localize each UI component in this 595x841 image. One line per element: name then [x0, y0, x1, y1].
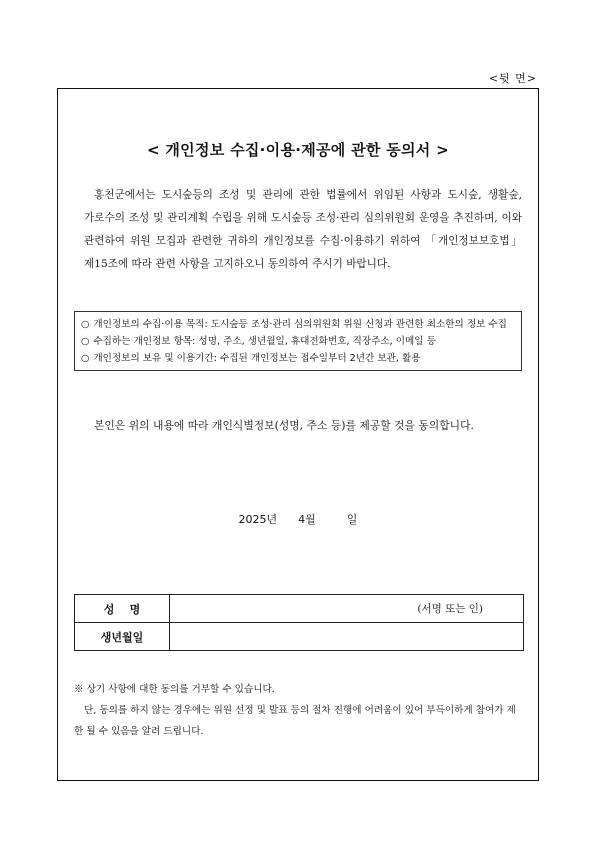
notice-section — [74, 679, 522, 742]
name-label: 성 명 — [75, 595, 170, 623]
consent-statement — [84, 414, 522, 437]
consent-form-frame — [57, 88, 539, 781]
notice-line-2: 단, 동의를 하지 않는 경우에는 위원 선정 및 발표 등의 절차 진행에 어려움이 있어 부득이하게 참여가 제한 될 수 있음을 알려 드립니다. — [74, 705, 516, 737]
circle-bullet-icon: ○ — [81, 353, 90, 364]
date-month: 4월 — [298, 513, 316, 526]
info-item-text: 수집하는 개인정보 항목: 성명, 주소, 생년월일, 휴대전화번호, 직장주소, 이메일 등 — [93, 336, 436, 347]
form-title: < 개인정보 수집·이용·제공에 관한 동의서 > — [147, 141, 449, 159]
page-side-label: <뒷 면> — [488, 72, 537, 85]
circle-bullet-icon: ○ — [81, 319, 90, 330]
intro-text: 홍천군에서는 도시숲등의 조성 및 관리에 관한 법률에서 위임된 사항과 도시숲, 생활숲, 가로수의 조성 및 관리계획 수립을 위해 도시숲등 조성·관리 심의위원회 운영을 추진하며, 이와 관련하여 위원 모집과 관련한 귀하의 개인정보를 수집·이용하기 위하여 「개인정보보호법」 제15조에 따라 관련 사항을 고지하오니 동의하여 주시기 바랍니다. — [84, 189, 522, 270]
notice-line-1: ※ 상기 사항에 대한 동의를 거부할 수 있습니다. — [74, 684, 275, 695]
consent-text: 본인은 위의 내용에 따라 개인식별정보(성명, 주소 등)를 제공할 것을 동의합니다. — [94, 419, 474, 432]
table-row — [75, 595, 524, 623]
info-item-fields — [81, 333, 515, 350]
circle-bullet-icon: ○ — [81, 336, 90, 347]
info-item-purpose — [81, 316, 515, 333]
info-item-retention — [81, 350, 515, 367]
info-item-text: 개인정보의 수집·이용 목적: 도시숲등 조성·관리 심의위원회 위원 신청과 관련한 최소한의 정보 수집 — [93, 319, 507, 330]
birthdate-field[interactable] — [170, 623, 524, 651]
date-year: 2025년 — [238, 513, 278, 526]
signature-table — [74, 594, 524, 651]
date-day: 일 — [346, 513, 358, 526]
table-row — [75, 623, 524, 651]
info-item-text: 개인정보의 보유 및 이용기간: 수집된 개인정보는 접수일부터 2년간 보관, 활용 — [93, 353, 421, 364]
date-line — [58, 511, 538, 527]
birthdate-label: 생년월일 — [75, 623, 170, 651]
intro-paragraph — [84, 184, 522, 276]
info-summary-box — [74, 311, 522, 371]
name-signature-field[interactable]: (서명 또는 인) — [170, 595, 524, 623]
